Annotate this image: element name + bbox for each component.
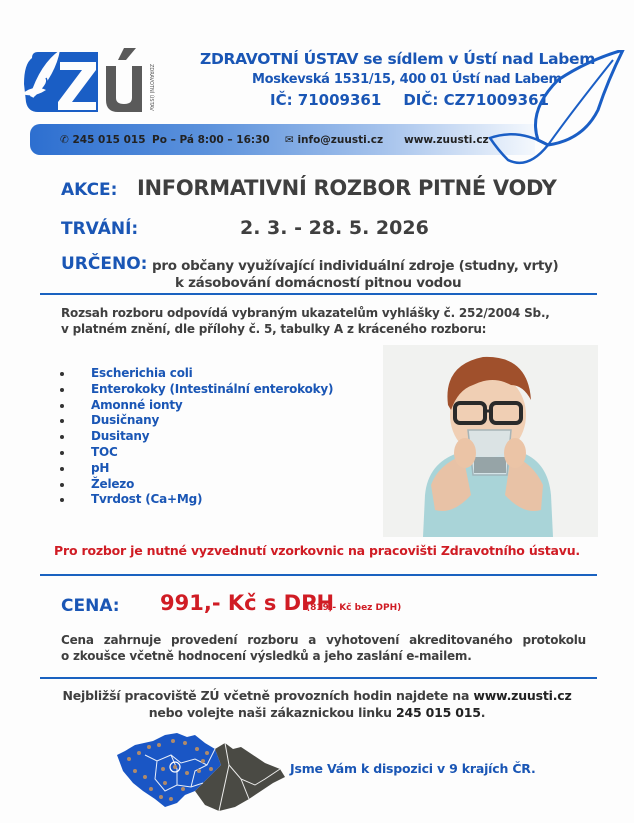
price-description-line1: Cena zahrnuje provedení rozboru a vyhotovení akreditovaného protokolu [61,633,586,647]
list-item: TOC [56,445,333,461]
bullet-icon [60,483,64,487]
campaign-duration: 2. 3. - 28. 5. 2026 [240,217,429,239]
website-link[interactable]: www.zuusti.cz [473,688,572,703]
scope-line2: v platném znění, dle přílohy č. 5, tabulky A z kráceného rozboru: [61,322,487,336]
list-item: Amonné ionty [56,398,333,414]
email-link[interactable]: ✉ info@zuusti.cz [285,134,384,146]
sample-container-notice: Pro rozbor je nutné vyzvednutí vzorkovnic na pracovišti Zdravotního ústavu. [54,543,580,558]
bullet-icon [60,435,64,439]
dic-number: DIČ: CZ71009361 [403,91,549,109]
divider [40,574,597,576]
price-with-vat: 991,- Kč s DPH [160,591,335,615]
list-item: Tvrdost (Ca+Mg) [56,492,333,508]
footer-line2: nebo volejte naši zákaznickou linku 245 015 015. [148,705,486,720]
website-link[interactable]: www.zuusti.cz [404,134,489,146]
phone-number[interactable]: ✆ 245 015 015 [60,134,146,146]
ic-number: IČ: 71009361 [270,91,382,109]
target-audience-line2: k zásobování domácností pitnou vodou [175,275,462,291]
list-item: Enterokoky (Intestinální enterokoky) [56,382,333,398]
bullet-icon [60,404,64,408]
target-audience-line1: pro občany využívající individuální zdroje (studny, vrty) [152,258,559,274]
list-item: Železo [56,477,333,493]
leaf-decoration-icon [488,50,634,168]
footer-line1: Nejbližší pracoviště ZÚ včetně provozních hodin najdete na www.zuusti.cz [62,688,572,703]
zu-logo [20,44,175,119]
institution-name: ZDRAVOTNÍ ÚSTAV se sídlem v Ústí nad Labem [200,50,596,68]
bullet-icon [60,372,64,376]
urceno-label: URČENO: [61,254,148,274]
akce-label: AKCE: [61,180,118,200]
list-item: pH [56,461,333,477]
bullet-icon [60,498,64,502]
svg-text:ZDRAVOTNÍ ÚSTAV: ZDRAVOTNÍ ÚSTAV [148,64,154,111]
price-without-vat: (819,- Kč bez DPH) [306,603,402,613]
trvani-label: TRVÁNÍ: [61,219,139,239]
list-item: Dusičnany [56,413,333,429]
price-label: CENA: [61,596,120,616]
list-item: Dusitany [56,429,333,445]
campaign-title: INFORMATIVNÍ ROZBOR PITNÉ VODY [137,176,557,200]
customer-phone[interactable]: 245 015 015 [395,705,481,720]
divider [40,677,597,679]
czech-regions-map [115,725,290,813]
opening-hours: Po – Pá 8:00 – 16:30 [152,134,270,146]
bullet-icon [60,451,64,455]
list-item: Escherichia coli [56,366,333,382]
divider [40,293,597,295]
bullet-icon [60,388,64,392]
child-drinking-water-photo [383,345,598,537]
bullet-icon [60,467,64,471]
institution-address: Moskevská 1531/15, 400 01 Ústí nad Labem [252,72,562,87]
analysis-parameters-list [56,366,333,508]
regions-availability-text: Jsme Vám k dispozici v 9 krajích ČR. [290,761,536,776]
bullet-icon [60,419,64,423]
scope-line1: Rozsah rozboru odpovídá vybraným ukazatelům vyhlášky č. 252/2004 Sb., [61,306,550,320]
price-description-line2: o zkoušce včetně hodnocení výsledků a jeho zaslání e-mailem. [61,649,472,663]
